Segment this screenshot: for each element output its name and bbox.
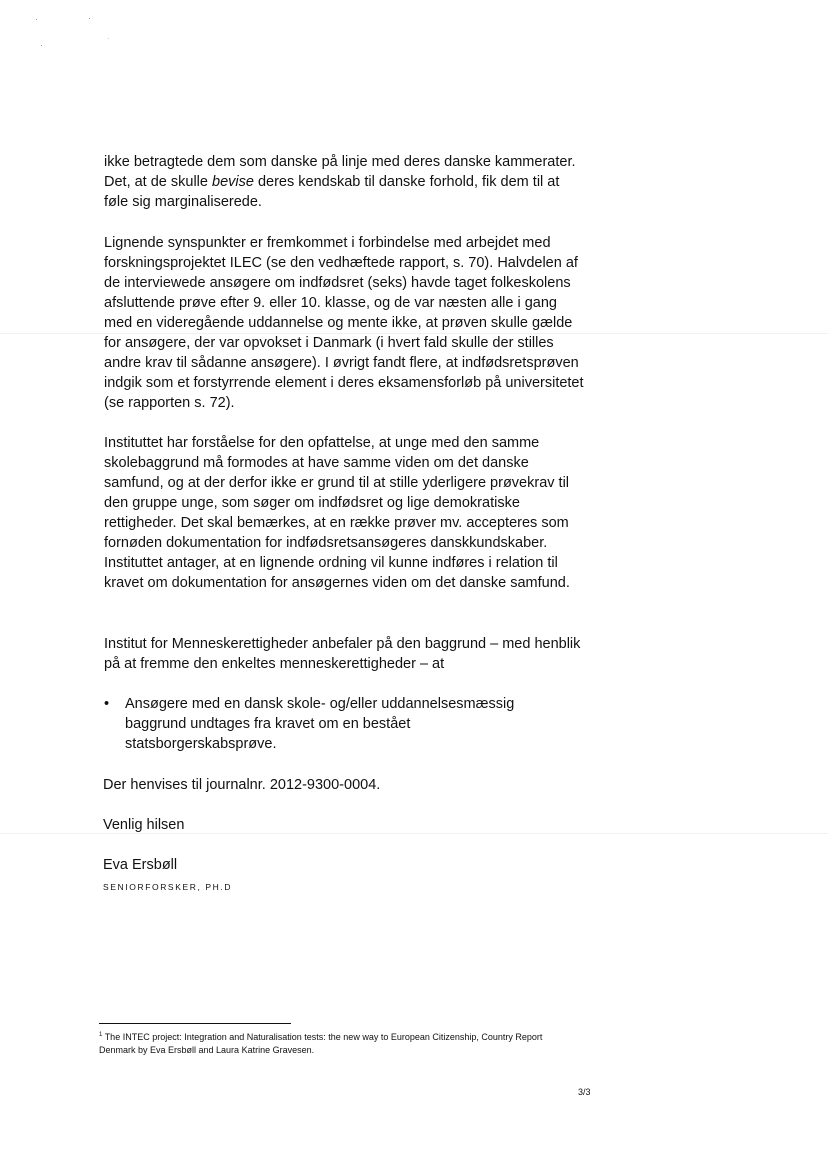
- page-number: 3/3: [578, 1087, 591, 1097]
- footnote-text: The INTEC project: Integration and Naturalisation tests: the new way to European Citizenship, Country Report Denmark by Eva Ersbøll and Laura Katrine Gravesen.: [99, 1032, 543, 1055]
- bullet-icon: •: [104, 696, 110, 712]
- scan-speck: [89, 18, 90, 19]
- paragraph-1-text-end: deres kendskab til danske forhold, fik dem til at føle sig marginaliserede.: [104, 174, 560, 210]
- footnote-marker: 1: [99, 1032, 103, 1038]
- scan-speck: [41, 45, 42, 46]
- signature-name: Eva Ersbøll: [103, 857, 178, 873]
- signature-title: SENIORFORSKER, PH.D: [103, 882, 233, 892]
- scan-speck: [108, 38, 109, 39]
- closing-greeting: Venlig hilsen: [103, 817, 185, 833]
- paragraph-1-text-start: ikke betragtede dem som danske på linje med deres danske kammerater. Det, at de skulle: [104, 154, 576, 190]
- footnote-divider: [99, 1023, 291, 1024]
- recommendation-list-item: [104, 694, 584, 754]
- paragraph-1: [104, 152, 584, 212]
- paragraph-3: Instituttet har forståelse for den opfattelse, at unge med den samme skolebaggrund må formodes at have samme viden om det danske samfund, og at der derfor ikke er grund til at stille yderligere prøvekrav til den gruppe unge, som søger om indfødsret og lige demokratiske rettigheder. Det skal bemærkes, at en række prøver mv. accepteres som fornøden dokumentation for indfødsretsansøgeres danskkundskaber. Instituttet antager, at en lignende ordning vil kunne indføres i relation til kravet om dokumentation for ansøgernes viden om det danske samfund.: [104, 435, 570, 591]
- paragraph-2: Lignende synspunkter er fremkommet i forbindelse med arbejdet med forskningsprojektet ILEC (se den vedhæftede rapport, s. 70). Halvdelen af de interviewede ansøgere om indfødsret (seks) havde taget folkeskolens afsluttende prøve efter 9. eller 10. klasse, og de var næsten alle i gang med en videregående uddannelse og mente ikke, at prøven skulle gælde for ansøgere, der var opvokset i Danmark (i hvert fald skulle der stilles andre krav til sådanne ansøgere). I øvrigt fandt flere, at indfødsretsprøven indgik som et forstyrrende element i deres eksamensforløb på universitetet (se rapporten s. 72).: [104, 235, 584, 411]
- paragraph-1-emphasis: bevise: [212, 174, 254, 190]
- journal-reference: Der henvises til journalnr. 2012-9300-0004.: [103, 777, 381, 793]
- paragraph-4: Institut for Menneskerettigheder anbefaler på den baggrund – med henblik på at fremme den enkeltes menneskerettigheder – at: [104, 636, 581, 672]
- recommendation-text: Ansøgere med en dansk skole- og/eller uddannelsesmæssig baggrund undtages fra kravet om en bestået statsborgerskabsprøve.: [125, 696, 515, 752]
- footnote: [99, 1031, 569, 1057]
- scan-speck: [36, 19, 37, 20]
